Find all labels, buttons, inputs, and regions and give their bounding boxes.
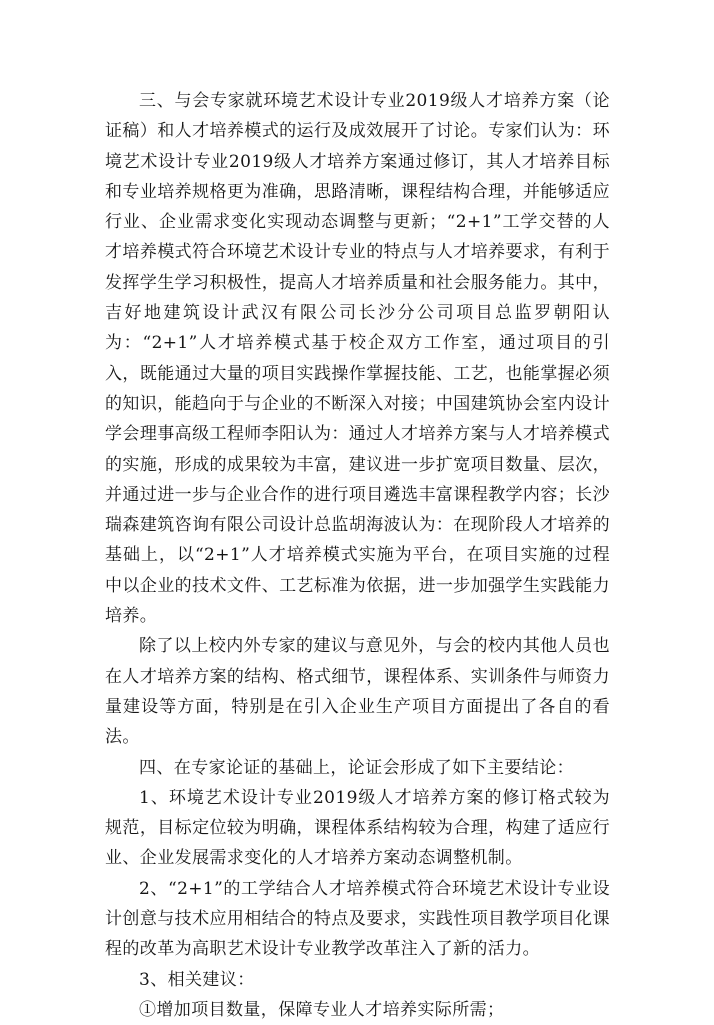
document-body bbox=[105, 86, 610, 1025]
paragraph-suggestion-1: ①增加项目数量，保障专业人才培养实际所需； bbox=[139, 999, 505, 1020]
paragraph-expert-discussion: 三、与会专家就环境艺术设计专业2019级人才培养方案（论证稿）和人才培养模式的运行及成效展开了讨论。专家们认为：环境艺术设计专业2019级人才培养方案通过修订，其人才培养目标和专业培养规格更为准确，思路清晰，课程结构合理，并能够适应行业、企业需求变化实现动态调整与更新；“2+1”工学交替的人才培养模式符合环境艺术设计专业的特点与人才培养要求，有利于发挥学生学习积极性，提高人才培养质量和社会服务能力。其中，吉好地建筑设计武汉有限公司长沙分公司项目总监罗朝阳认为：“2+1”人才培养模式基于校企双方工作室，通过项目的引入，既能通过大量的项目实践操作掌握技能、工艺，也能掌握必须的知识，能趋向于与企业的不断深入对接；中国建筑协会室内设计学会理事高级工程师李阳认为：通过人才培养方案与人才培养模式的实施，形成的成果较为丰富，建议进一步扩宽项目数量、层次，并通过进一步与企业合作的进行项目遴选丰富课程教学内容；长沙瑞森建筑咨询有限公司设计总监胡海波认为：在现阶段人才培养的基础上，以“2+1”人才培养模式实施为平台，在项目实施的过程中以企业的技术文件、工艺标准为依据，进一步加强学生实践能力培养。 bbox=[105, 91, 610, 627]
paragraph-conclusions-heading: 四、在专家论证的基础上，论证会形成了如下主要结论： bbox=[139, 757, 574, 778]
paragraph-conclusion-1: 1、环境艺术设计专业2019级人才培养方案的修订格式较为规范，目标定位较为明确，课程体系结构较为合理，构建了适应行业、企业发展需求变化的人才培养方案动态调整机制。 bbox=[105, 787, 610, 869]
paragraph-other-opinions: 除了以上校内外专家的建议与意见外，与会的校内其他人员也在人才培养方案的结构、格式细节，课程体系、实训条件与师资力量建设等方面，特别是在引入企业生产项目方面提出了各自的看法。 bbox=[105, 636, 610, 748]
paragraph-conclusion-2: 2、“2+1”的工学结合人才培养模式符合环境艺术设计专业设计创意与技术应用相结合的特点及要求，实践性项目教学项目化课程的改革为高职艺术设计专业教学改革注入了新的活力。 bbox=[105, 878, 610, 960]
paragraph-conclusion-3: 3、相关建议： bbox=[139, 969, 255, 990]
